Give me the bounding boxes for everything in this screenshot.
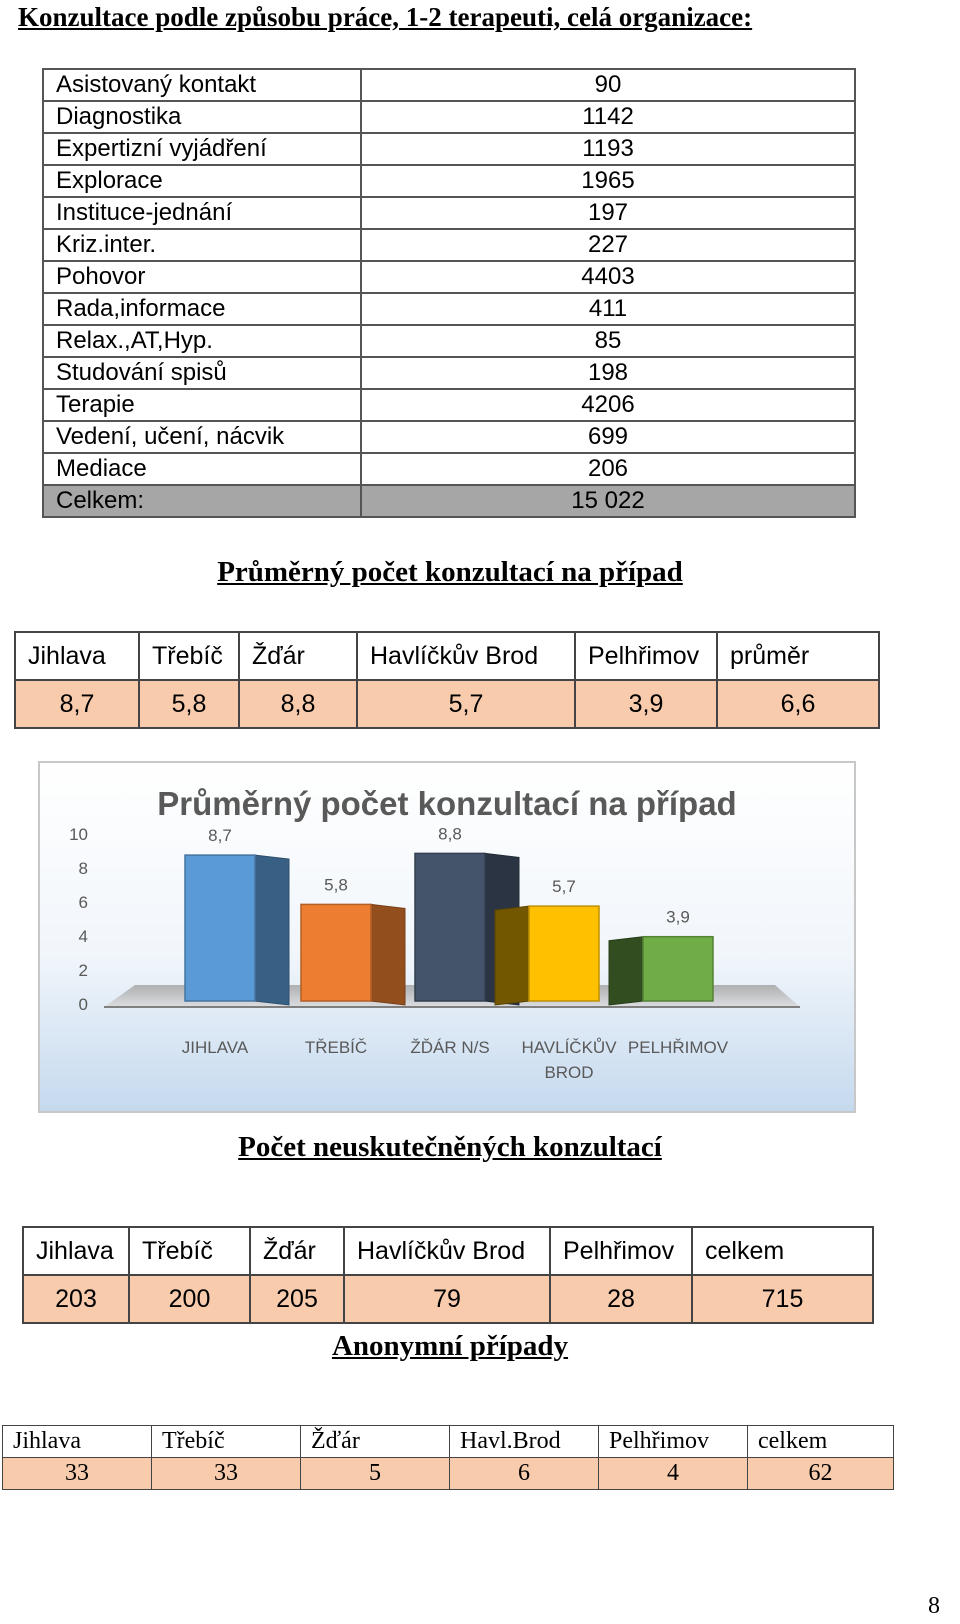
consultation-table xyxy=(42,68,856,518)
missed-header-cell: Jihlava xyxy=(23,1227,129,1275)
x-category-label: HAVLÍČKŮV BROD xyxy=(521,1038,617,1082)
y-tick-label: 0 xyxy=(78,995,88,1014)
x-category-label: PELHŘIMOV xyxy=(627,1038,729,1057)
bar-value-label: 8,7 xyxy=(208,826,232,846)
avg-value-cell: 5,8 xyxy=(139,680,239,728)
row-value: 4206 xyxy=(361,389,855,421)
page-number: 8 xyxy=(928,1593,940,1619)
avg-header-cell: Třebíč xyxy=(139,632,239,680)
chart-svg xyxy=(40,763,854,1111)
missed-header-cell: Pelhřimov xyxy=(550,1227,692,1275)
avg-value-cell: 5,7 xyxy=(357,680,575,728)
anon-header-cell: Jihlava xyxy=(3,1426,152,1458)
row-label: Diagnostika xyxy=(43,101,361,133)
avg-value-cell: 6,6 xyxy=(717,680,879,728)
x-category-label: TŘEBÍČ xyxy=(304,1038,368,1057)
table-row xyxy=(43,69,855,101)
row-label: Instituce-jednání xyxy=(43,197,361,229)
bar-value-label: 5,7 xyxy=(552,877,576,897)
missed-header-cell: Žďár xyxy=(250,1227,344,1275)
anon-header-cell: celkem xyxy=(748,1426,894,1458)
row-value: 1965 xyxy=(361,165,855,197)
avg-header-cell: Žďár xyxy=(239,632,357,680)
bar xyxy=(415,853,485,1001)
table-row xyxy=(43,165,855,197)
row-value: 411 xyxy=(361,293,855,325)
missed-header-cell: Třebíč xyxy=(129,1227,250,1275)
missed-header-cell: celkem xyxy=(692,1227,873,1275)
row-value: 206 xyxy=(361,453,855,485)
bar-value-label: 3,9 xyxy=(666,907,690,927)
row-value: 90 xyxy=(361,69,855,101)
missed-header-cell: Havlíčkův Brod xyxy=(344,1227,550,1275)
row-value: 85 xyxy=(361,325,855,357)
anon-table xyxy=(2,1425,894,1490)
anon-header-cell: Žďár xyxy=(301,1426,450,1458)
avg-table xyxy=(14,631,880,729)
row-value: 15 022 xyxy=(361,485,855,517)
row-label: Mediace xyxy=(43,453,361,485)
avg-header-cell: Pelhřimov xyxy=(575,632,717,680)
y-tick-label: 4 xyxy=(78,927,88,946)
table-row xyxy=(43,421,855,453)
bar xyxy=(529,906,599,1001)
avg-heading: Průměrný počet konzultací na případ xyxy=(217,556,683,588)
row-label: Explorace xyxy=(43,165,361,197)
anon-value-cell: 62 xyxy=(748,1458,894,1490)
anon-value-cell: 33 xyxy=(3,1458,152,1490)
missed-heading: Počet neuskutečněných konzultací xyxy=(238,1131,662,1163)
row-value: 197 xyxy=(361,197,855,229)
y-tick-label: 6 xyxy=(78,893,88,912)
row-label: Terapie xyxy=(43,389,361,421)
row-value: 1193 xyxy=(361,133,855,165)
table-row xyxy=(43,325,855,357)
bar-side xyxy=(609,937,643,1005)
row-value: 198 xyxy=(361,357,855,389)
bar-value-label: 8,8 xyxy=(438,824,462,844)
bar xyxy=(301,904,371,1001)
row-label: Asistovaný kontakt xyxy=(43,69,361,101)
row-label: Expertizní vyjádření xyxy=(43,133,361,165)
row-value: 4403 xyxy=(361,261,855,293)
missed-value-cell: 715 xyxy=(692,1275,873,1323)
row-label: Pohovor xyxy=(43,261,361,293)
anon-value-cell: 4 xyxy=(599,1458,748,1490)
chart-title: Průměrný počet konzultací na případ xyxy=(157,785,737,822)
missed-value-cell: 79 xyxy=(344,1275,550,1323)
row-value: 227 xyxy=(361,229,855,261)
row-label: Studování spisů xyxy=(43,357,361,389)
row-value: 699 xyxy=(361,421,855,453)
anon-header-cell: Havl.Brod xyxy=(450,1426,599,1458)
y-tick-label: 10 xyxy=(69,825,88,844)
y-tick-label: 8 xyxy=(78,859,88,878)
missed-table xyxy=(22,1226,874,1324)
avg-header-cell: průměr xyxy=(717,632,879,680)
bar-side xyxy=(371,904,405,1005)
missed-value-cell: 200 xyxy=(129,1275,250,1323)
avg-header-cell: Havlíčkův Brod xyxy=(357,632,575,680)
total-row xyxy=(43,485,855,517)
bar-value-label: 5,8 xyxy=(324,875,348,895)
anon-header-cell: Pelhřimov xyxy=(599,1426,748,1458)
table-row xyxy=(43,453,855,485)
row-label: Celkem: xyxy=(43,485,361,517)
y-tick-label: 2 xyxy=(78,961,88,980)
table-row xyxy=(43,197,855,229)
avg-consultation-chart xyxy=(38,761,856,1113)
missed-value-cell: 28 xyxy=(550,1275,692,1323)
table-row xyxy=(43,101,855,133)
avg-value-cell: 3,9 xyxy=(575,680,717,728)
table-row xyxy=(43,261,855,293)
anon-heading: Anonymní případy xyxy=(331,1330,569,1362)
missed-value-cell: 203 xyxy=(23,1275,129,1323)
bar-side xyxy=(255,855,289,1005)
row-label: Vedení, učení, nácvik xyxy=(43,421,361,453)
page-heading: Konzultace podle způsobu práce, 1-2 terapeuti, celá organizace: xyxy=(18,2,753,32)
table-row xyxy=(43,357,855,389)
row-value: 1142 xyxy=(361,101,855,133)
anon-value-cell: 5 xyxy=(301,1458,450,1490)
missed-value-cell: 205 xyxy=(250,1275,344,1323)
x-category-label: ŽĎÁR N/S xyxy=(410,1038,490,1057)
anon-header-cell: Třebíč xyxy=(152,1426,301,1458)
table-row xyxy=(43,229,855,261)
avg-value-cell: 8,7 xyxy=(15,680,139,728)
row-label: Rada,informace xyxy=(43,293,361,325)
anon-value-cell: 33 xyxy=(152,1458,301,1490)
row-label: Relax.,AT,Hyp. xyxy=(43,325,361,357)
bar-side xyxy=(495,906,529,1005)
avg-header-cell: Jihlava xyxy=(15,632,139,680)
row-label: Kriz.inter. xyxy=(43,229,361,261)
anon-value-cell: 6 xyxy=(450,1458,599,1490)
avg-value-cell: 8,8 xyxy=(239,680,357,728)
bar xyxy=(185,855,255,1001)
table-row xyxy=(43,133,855,165)
table-row xyxy=(43,389,855,421)
table-row xyxy=(43,293,855,325)
bar xyxy=(643,937,713,1001)
x-category-label: JIHLAVA xyxy=(181,1038,249,1057)
